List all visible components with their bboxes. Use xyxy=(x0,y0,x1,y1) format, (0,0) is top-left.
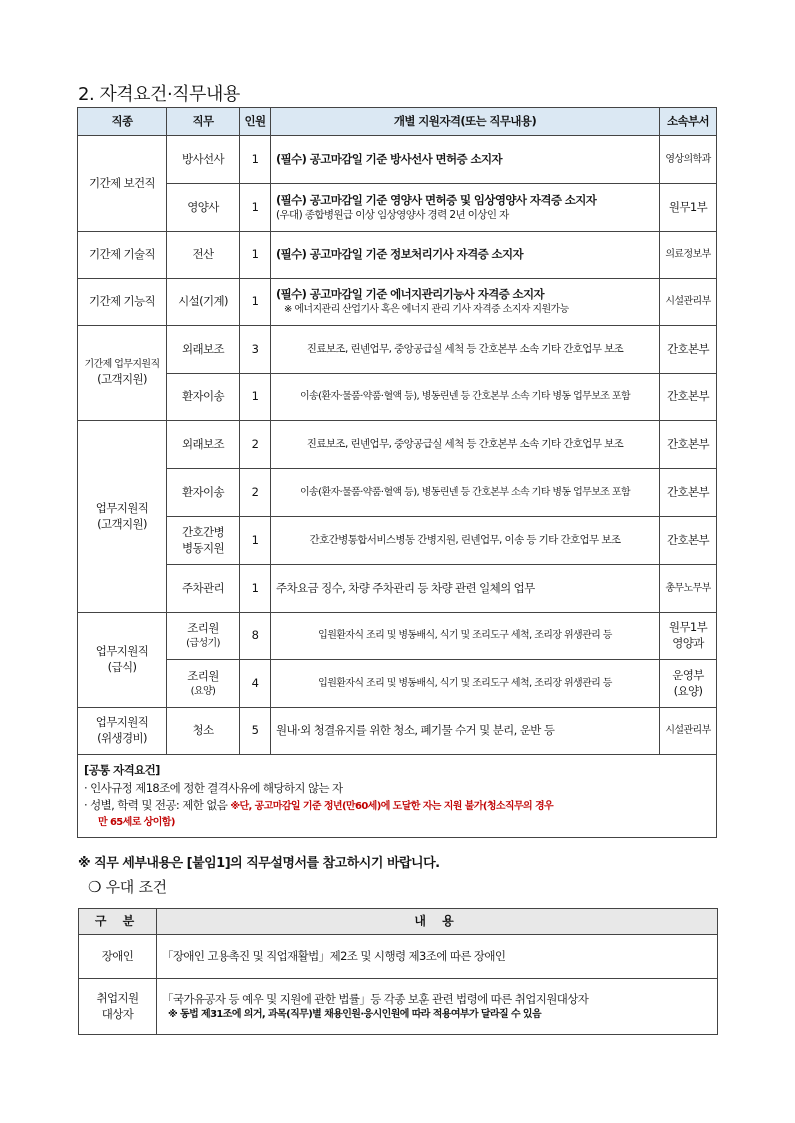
table-row xyxy=(78,232,717,279)
desc-cell: (필수) 공고마감일 기준 정보처리기사 자격증 소지자 xyxy=(271,232,660,279)
dept-cell: 시설관리부 xyxy=(660,279,717,326)
duty-cell: 환자이송 xyxy=(167,469,240,517)
desc-cell: 주차요금 징수, 차량 주차관리 등 차량 관련 일체의 업무 xyxy=(271,565,660,613)
table-row xyxy=(78,374,717,421)
table-row xyxy=(78,660,717,708)
category-cell: 기간제 업무지원직 (고객지원) xyxy=(78,326,167,421)
desc-cell: 입원환자식 조리 및 병동배식, 식기 및 조리도구 세척, 조리장 위생관리 등 xyxy=(271,613,660,660)
desc-cell: 원내·외 청결유지를 위한 청소, 폐기물 수거 및 분리, 운반 등 xyxy=(271,708,660,755)
common-line-2: · 성별, 학력 및 전공: 제한 없음 ※단, 공고마감일 기준 정년(만60세)에 도달한 자는 지원 불가(청소직무의 경우 xyxy=(84,798,554,813)
table-row xyxy=(78,517,717,565)
header-category: 직종 xyxy=(78,108,167,136)
table-row xyxy=(78,613,717,660)
desc-cell: (필수) 공고마감일 기준 영양사 면허증 및 임상영양사 자격증 소지자 (우대) 종합병원급 이상 임상영양사 경력 2년 이상인 자 xyxy=(271,184,660,232)
duty-cell: 청소 xyxy=(167,708,240,755)
common-title: [공통 자격요건] xyxy=(84,763,160,777)
desc-cell: 진료보조, 린넨업무, 중앙공급실 세척 등 간호본부 소속 기타 간호업무 보조 xyxy=(271,326,660,374)
table-row xyxy=(78,708,717,755)
duty-cell: 방사선사 xyxy=(167,136,240,184)
pref-label: 취업지원 대상자 xyxy=(79,979,157,1035)
category-cell: 업무지원직 (고객지원) xyxy=(78,421,167,613)
pref-row xyxy=(79,979,718,1035)
count-cell: 1 xyxy=(240,374,271,421)
desc-cell: 입원환자식 조리 및 병동배식, 식기 및 조리도구 세척, 조리장 위생관리 등 xyxy=(271,660,660,708)
category-cell: 기간제 기술직 xyxy=(78,232,167,279)
duty-cell: 조리원 (요양) xyxy=(167,660,240,708)
duty-cell: 환자이송 xyxy=(167,374,240,421)
pref-content: 「장애인 고용촉진 및 직업재활법」제2조 및 시행령 제3조에 따른 장애인 xyxy=(157,935,718,979)
table-row xyxy=(78,184,717,232)
table-row xyxy=(78,421,717,469)
header-dept: 소속부서 xyxy=(660,108,717,136)
category-cell: 기간제 기능직 xyxy=(78,279,167,326)
count-cell: 1 xyxy=(240,565,271,613)
desc-cell: 진료보조, 린넨업무, 중앙공급실 세척 등 간호본부 소속 기타 간호업무 보조 xyxy=(271,421,660,469)
section-title: 2. 자격요건·직무내용 xyxy=(78,84,240,105)
count-cell: 2 xyxy=(240,421,271,469)
duty-cell: 외래보조 xyxy=(167,421,240,469)
duty-cell: 시설(기계) xyxy=(167,279,240,326)
header-duty: 직무 xyxy=(167,108,240,136)
duty-cell: 간호간병 병동지원 xyxy=(167,517,240,565)
count-cell: 1 xyxy=(240,517,271,565)
pref-header-content: 내 용 xyxy=(157,909,718,935)
duty-cell: 영양사 xyxy=(167,184,240,232)
duty-cell: 외래보조 xyxy=(167,326,240,374)
duty-cell: 전산 xyxy=(167,232,240,279)
header-count: 인원 xyxy=(240,108,271,136)
pref-header-row xyxy=(79,909,718,935)
dept-cell: 원무1부 xyxy=(660,184,717,232)
table-row xyxy=(78,469,717,517)
category-cell: 업무지원직 (급식) xyxy=(78,613,167,708)
dept-cell: 간호본부 xyxy=(660,517,717,565)
dept-cell: 원무1부 영양과 xyxy=(660,613,717,660)
dept-cell: 영상의학과 xyxy=(660,136,717,184)
preference-table xyxy=(78,908,718,1035)
preference-title: ❍ 우대 조건 xyxy=(88,878,167,896)
count-cell: 1 xyxy=(240,279,271,326)
table-header-row xyxy=(78,108,717,136)
pref-label: 장애인 xyxy=(79,935,157,979)
common-line-1: · 인사규정 제18조에 정한 결격사유에 해당하지 않는 자 xyxy=(84,780,343,795)
table-row xyxy=(78,565,717,613)
dept-cell: 운영부 (요양) xyxy=(660,660,717,708)
desc-cell: 이송(환자·물품·약품·혈액 등), 병동린넨 등 간호본부 소속 기타 병동 업무보조 포함 xyxy=(271,469,660,517)
dept-cell: 간호본부 xyxy=(660,469,717,517)
desc-cell: (필수) 공고마감일 기준 에너지관리기능사 자격증 소지자 ※ 에너지관리 산업기사 혹은 에너지 관리 기사 자격증 소지자 지원가능 xyxy=(271,279,660,326)
common-requirements-row xyxy=(78,755,717,838)
count-cell: 8 xyxy=(240,613,271,660)
count-cell: 3 xyxy=(240,326,271,374)
duty-cell: 주차관리 xyxy=(167,565,240,613)
duty-cell: 조리원 (급성기) xyxy=(167,613,240,660)
desc-cell: 간호간병통합서비스병동 간병지원, 린넨업무, 이송 등 기타 간호업무 보조 xyxy=(271,517,660,565)
desc-cell: (필수) 공고마감일 기준 방사선사 면허증 소지자 xyxy=(271,136,660,184)
dept-cell: 총무노무부 xyxy=(660,565,717,613)
count-cell: 4 xyxy=(240,660,271,708)
table-row xyxy=(78,136,717,184)
category-cell: 기간제 보건직 xyxy=(78,136,167,232)
count-cell: 1 xyxy=(240,232,271,279)
count-cell: 1 xyxy=(240,136,271,184)
desc-cell: 이송(환자·물품·약품·혈액 등), 병동린넨 등 간호본부 소속 기타 병동 업무보조 포함 xyxy=(271,374,660,421)
dept-cell: 시설관리부 xyxy=(660,708,717,755)
count-cell: 5 xyxy=(240,708,271,755)
table-row xyxy=(78,279,717,326)
dept-cell: 간호본부 xyxy=(660,326,717,374)
common-line-3: 만 65세로 상이함) xyxy=(98,816,175,828)
dept-cell: 의료정보부 xyxy=(660,232,717,279)
header-desc: 개별 지원자격(또는 직무내용) xyxy=(271,108,660,136)
pref-content: 「국가유공자 등 예우 및 지원에 관한 법률」등 각종 보훈 관련 법령에 따른 취업지원대상자 ※ 동법 제31조에 의거, 과목(직무)별 채용인원·응시인원에 따라 적용여부가 달라질 수 있음 xyxy=(157,979,718,1035)
pref-row xyxy=(79,935,718,979)
pref-header-label: 구 분 xyxy=(79,909,157,935)
dept-cell: 간호본부 xyxy=(660,374,717,421)
dept-cell: 간호본부 xyxy=(660,421,717,469)
qualification-table xyxy=(77,107,717,838)
common-requirements xyxy=(78,755,717,838)
table-row xyxy=(78,326,717,374)
category-cell: 업무지원직 (위생경비) xyxy=(78,708,167,755)
count-cell: 1 xyxy=(240,184,271,232)
reference-note: ※ 직무 세부내용은 [붙임1]의 직무설명서를 참고하시기 바랍니다. xyxy=(78,856,440,871)
count-cell: 2 xyxy=(240,469,271,517)
